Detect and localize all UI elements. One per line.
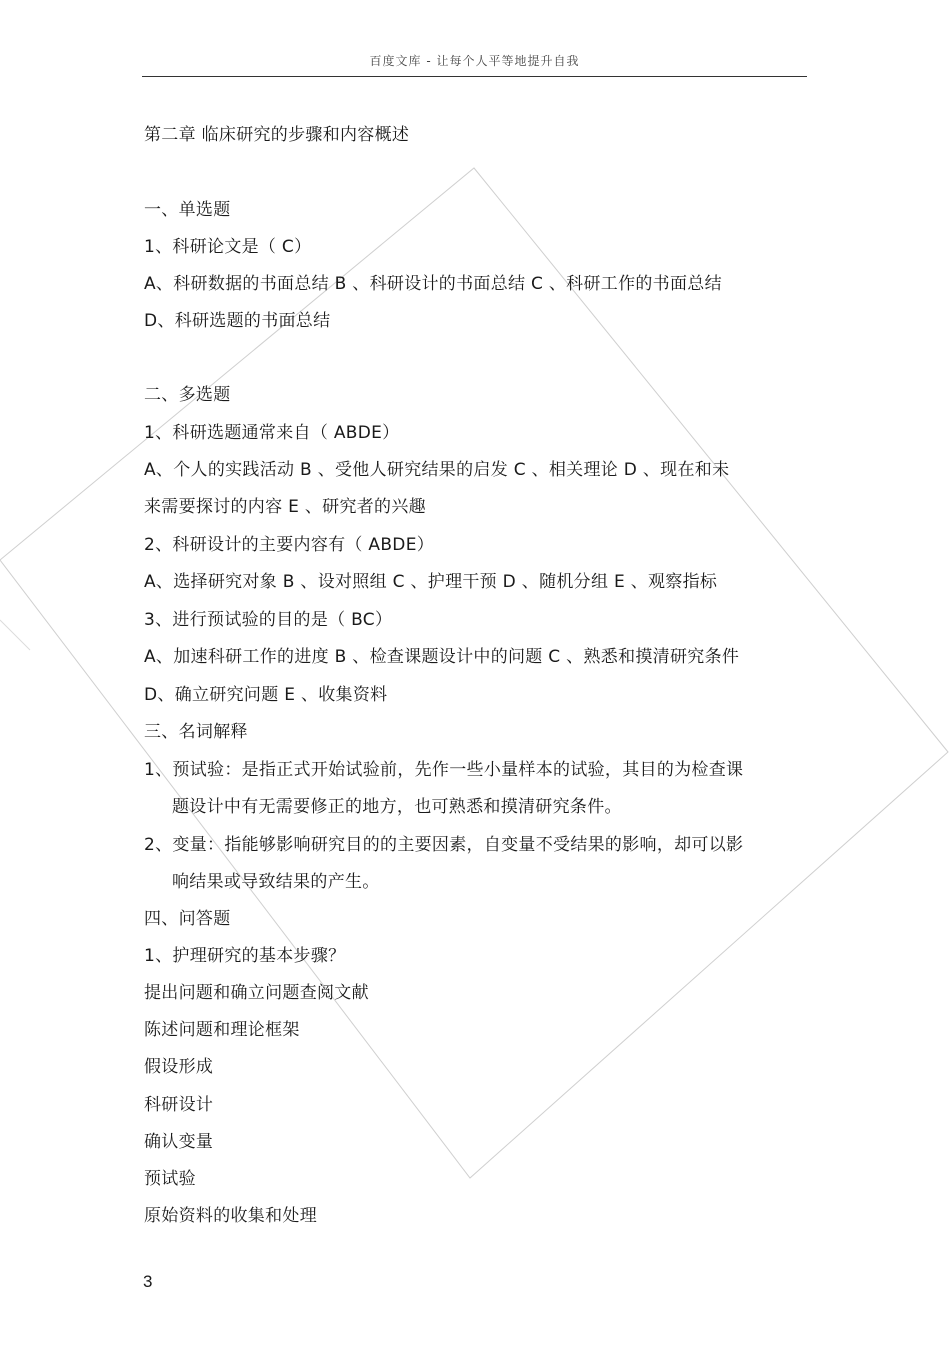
multiple-choice-question-1: 1、科研选题通常来自（ ABDE） xyxy=(144,423,400,443)
multiple-choice-q1-options-line-2: 来需要探讨的内容 E 、研究者的兴趣 xyxy=(144,497,426,517)
definition-2-line-2: 响结果或导致结果的产生。 xyxy=(172,872,380,892)
page-number: 3 xyxy=(143,1272,153,1291)
qa-question-1: 1、护理研究的基本步骤？ xyxy=(144,946,346,966)
multiple-choice-question-2: 2、科研设计的主要内容有（ ABDE） xyxy=(144,535,435,555)
section-single-choice-title: 一、单选题 xyxy=(144,200,231,220)
single-choice-question-1: 1、科研论文是（ C） xyxy=(144,237,312,257)
definition-1-line-2: 题设计中有无需要修正的地方，也可熟悉和摸清研究条件。 xyxy=(172,797,622,817)
definition-2-line-1: 2、变量：指能够影响研究目的的主要因素，自变量不受结果的影响，却可以影 xyxy=(144,835,744,855)
qa-step-item: 提出问题和确立问题查阅文献 xyxy=(144,983,369,1003)
qa-step-item: 确认变量 xyxy=(144,1132,214,1152)
qa-step-item: 陈述问题和理论框架 xyxy=(144,1020,300,1040)
section-qa-title: 四、问答题 xyxy=(144,909,231,929)
qa-step-item: 原始资料的收集和处理 xyxy=(144,1206,317,1226)
multiple-choice-question-3: 3、进行预试验的目的是（ BC） xyxy=(144,610,393,630)
definition-1-line-1: 1、预试验：是指正式开始试验前，先作一些小量样本的试验，其目的为检查课 xyxy=(144,760,744,780)
section-multiple-choice-title: 二、多选题 xyxy=(144,385,231,405)
multiple-choice-q3-options-line-2: D、确立研究问题 E 、收集资料 xyxy=(144,685,388,705)
multiple-choice-q3-options-line-1: A、加速科研工作的进度 B 、检查课题设计中的问题 C 、熟悉和摸清研究条件 xyxy=(144,647,740,667)
multiple-choice-q1-options-line-1: A、个人的实践活动 B 、受他人研究结果的启发 C 、相关理论 D 、现在和未 xyxy=(144,460,730,480)
qa-step-item: 假设形成 xyxy=(144,1057,214,1077)
page-header: 百度文库 - 让每个人平等地提升自我 xyxy=(142,52,807,77)
qa-step-item: 科研设计 xyxy=(144,1095,214,1115)
section-term-definition-title: 三、名词解释 xyxy=(144,722,248,742)
single-choice-options-line-1: A、科研数据的书面总结 B 、科研设计的书面总结 C 、科研工作的书面总结 xyxy=(144,274,722,294)
multiple-choice-q2-options: A、选择研究对象 B 、设对照组 C 、护理干预 D 、随机分组 E 、观察指标 xyxy=(144,572,718,592)
qa-step-item: 预试验 xyxy=(144,1169,196,1189)
single-choice-options-line-2: D、科研选题的书面总结 xyxy=(144,311,331,331)
chapter-title: 第二章 临床研究的步骤和内容概述 xyxy=(144,125,410,145)
